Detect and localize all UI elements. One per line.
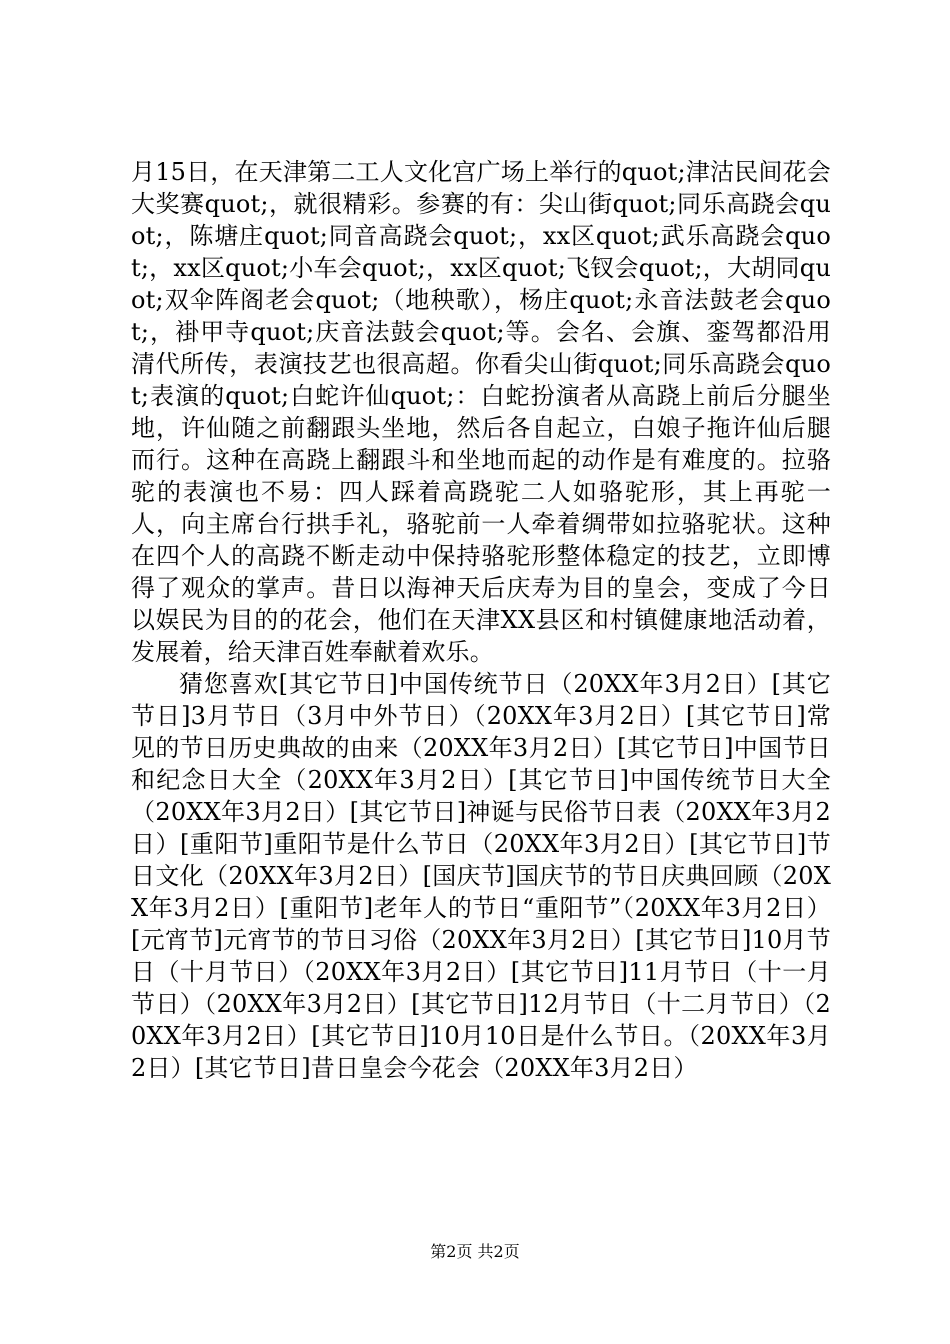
document-body bbox=[131, 156, 831, 1084]
page-number: 第2页 共2页 bbox=[430, 1242, 520, 1261]
body-paragraph: 月15日，在天津第二工人文化宫广场上举行的quot;津沽民间花会大奖赛quot;，就很精彩。参赛的有：尖山街quot;同乐高跷会quot;，陈塘庄quot;同音高跷会quot;，xx区quot;武乐高跷会quot;，xx区quot;小车会quot;，xx区quot;飞钗会quot;，大胡同quot;双伞阵阁老会quot;（地秧歌），杨庄quot;永音法鼓老会quot;，褂甲寺quot;庆音法鼓会quot;等。会名、会旗、銮驾都沿用清代所传，表演技艺也很高超。你看尖山街quot;同乐高跷会quot;表演的quot;白蛇许仙quot;：白蛇扮演者从高跷上前后分腿坐地，许仙随之前翻跟头坐地，然后各自起立，白娘子拖许仙后腿而行。这种在高跷上翻跟斗和坐地而起的动作是有难度的。拉骆驼的表演也不易：四人踩着高跷驼二人如骆驼形，其上再驼一人，向主席台行拱手礼，骆驼前一人牵着绸带如拉骆驼状。这种在四个人的高跷不断走动中保持骆驼形整体稳定的技艺，立即博得了观众的掌声。昔日以海神天后庆寿为目的皇会，变成了今日以娱民为目的的花会，他们在天津XX县区和村镇健康地活动着，发展着，给天津百姓奉献着欢乐。 bbox=[131, 158, 831, 666]
related-links-paragraph: 猜您喜欢[其它节日]中国传统节日（20XX年3月2日）[其它节日]3月节日（3月中外节日）（20XX年3月2日）[其它节日]常见的节日历史典故的由来（20XX年3月2日）[其它节日]中国节日和纪念日大全（20XX年3月2日）[其它节日]中国传统节日大全（20XX年3月2日）[其它节日]神诞与民俗节日表（20XX年3月2日）[重阳节]重阳节是什么节日（20XX年3月2日）[其它节日]节日文化（20XX年3月2日）[国庆节]国庆节的节日庆典回顾（20XX年3月2日）[重阳节]老年人的节日“重阳节”（20XX年3月2日）[元宵节]元宵节的节日习俗（20XX年3月2日）[其它节日]10月节日（十月节日）（20XX年3月2日）[其它节日]11月节日（十一月节日）（20XX年3月2日）[其它节日]12月节日（十二月节日）（20XX年3月2日）[其它节日]10月10日是什么节日。（20XX年3月2日）[其它节日]昔日皇会今花会（20XX年3月2日） bbox=[131, 670, 831, 1082]
